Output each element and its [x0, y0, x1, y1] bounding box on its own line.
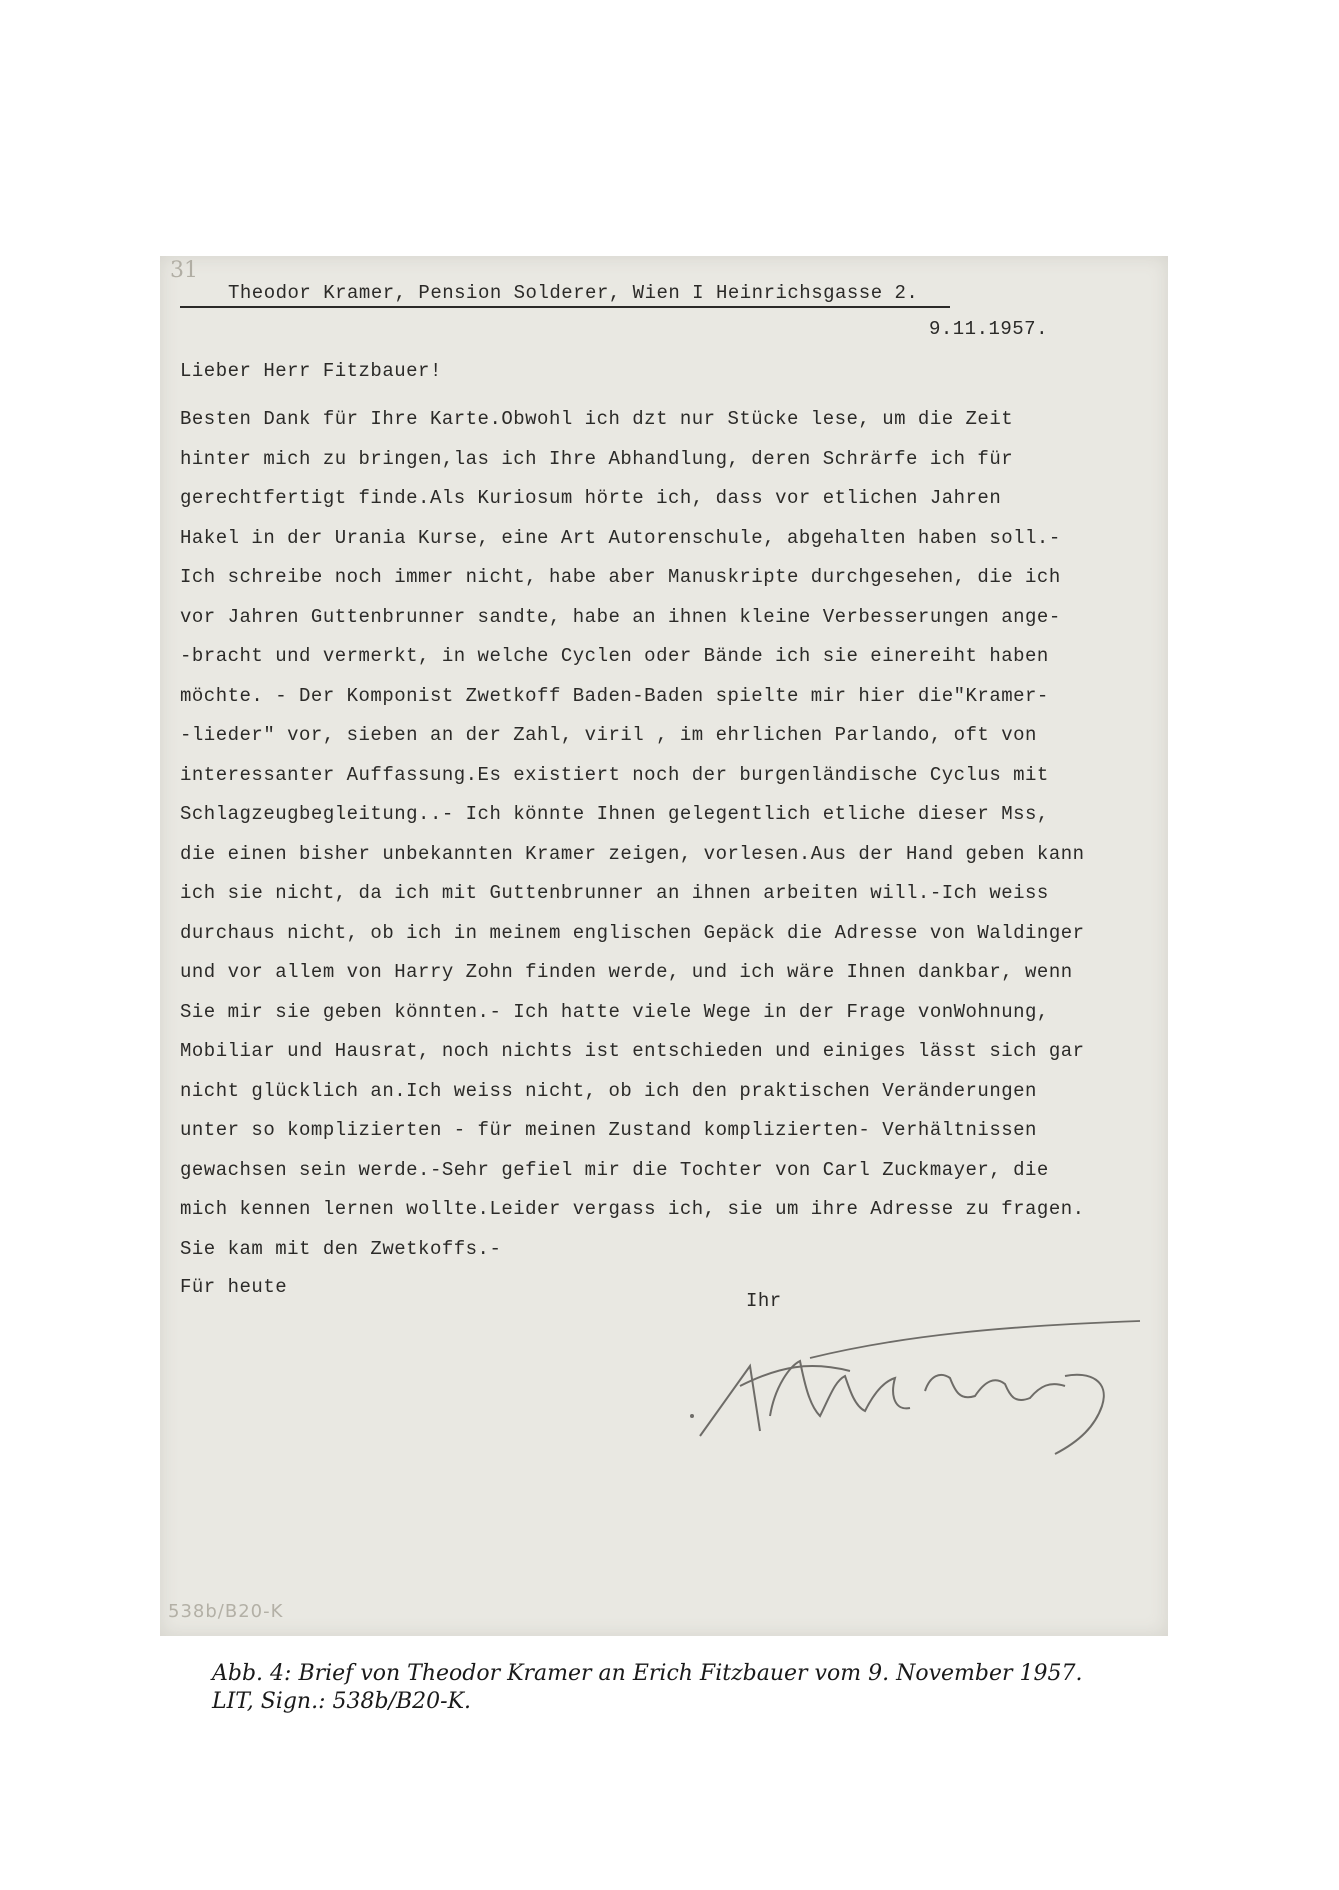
- body-line: mich kennen lernen wollte.Leider vergass ich, sie um ihre Adresse zu fragen.: [180, 1198, 1085, 1220]
- letter-ihr: Ihr: [746, 1290, 782, 1312]
- body-line: Ich schreibe noch immer nicht, habe aber Manuskripte durchgesehen, die ich: [180, 566, 1061, 588]
- body-line: ich sie nicht, da ich mit Guttenbrunner an ihnen arbeiten will.-Ich weiss: [180, 882, 1049, 904]
- body-line: gerechtfertigt finde.Als Kuriosum hörte ich, dass vor etlichen Jahren: [180, 487, 1002, 509]
- body-line: Schlagzeugbegleitung..- Ich könnte Ihnen gelegentlich etliche dieser Mss,: [180, 803, 1049, 825]
- body-line: -bracht und vermerkt, in welche Cyclen oder Bände ich sie einereiht haben: [180, 645, 1049, 667]
- page-number-mark: 31: [170, 258, 198, 283]
- body-line: möchte. - Der Komponist Zwetkoff Baden-Baden spielte mir hier die"Kramer-: [180, 684, 1049, 707]
- body-line: durchaus nicht, ob ich in meinem englischen Gepäck die Adresse von Waldinger: [180, 921, 1085, 944]
- body-line: Mobiliar und Hausrat, noch nichts ist entschieden und einiges lässt sich gar: [180, 1040, 1085, 1062]
- body-line: nicht glücklich an.Ich weiss nicht, ob ich den praktischen Veränderungen: [180, 1079, 1037, 1102]
- body-line: Hakel in der Urania Kurse, eine Art Autorenschule, abgehalten haben soll.-: [180, 526, 1061, 549]
- body-line: unter so komplizierten - für meinen Zustand komplizierten- Verhältnissen: [180, 1119, 1037, 1141]
- body-line: interessanter Auffassung.Es existiert noch der burgenländische Cyclus mit: [180, 763, 1049, 786]
- caption-line-2: LIT, Sign.: 538b/B20-K.: [212, 1689, 471, 1714]
- letter-salutation: Lieber Herr Fitzbauer!: [180, 360, 442, 382]
- body-line: Besten Dank für Ihre Karte.Obwohl ich dzt nur Stücke lese, um die Zeit: [180, 408, 1014, 430]
- letter-header: Theodor Kramer, Pension Solderer, Wien I Heinrichsgasse 2.: [180, 282, 950, 308]
- caption-line-1: Abb. 4: Brief von Theodor Kramer an Erich Fitzbauer vom 9. November 1957.: [212, 1661, 1083, 1686]
- figure-caption: [212, 1660, 1172, 1716]
- letter-scan: [160, 256, 1168, 1636]
- body-line: hinter mich zu bringen,las ich Ihre Abhandlung, deren Schrärfe ich für: [180, 447, 1014, 470]
- body-line: Sie kam mit den Zwetkoffs.-: [180, 1237, 502, 1260]
- archive-signature-mark: 538b/B20-K: [168, 1601, 284, 1622]
- body-line: und vor allem von Harry Zohn finden werde, und ich wäre Ihnen dankbar, wenn: [180, 961, 1073, 983]
- body-line: die einen bisher unbekannten Kramer zeigen, vorlesen.Aus der Hand geben kann: [180, 842, 1085, 865]
- body-line: gewachsen sein werde.-Sehr gefiel mir die Tochter von Carl Zuckmayer, die: [180, 1158, 1049, 1181]
- letter-body: [180, 400, 1085, 1269]
- letter-date: 9.11.1957.: [928, 318, 1048, 340]
- body-line: vor Jahren Guttenbrunner sandte, habe an ihnen kleine Verbesserungen ange-: [180, 605, 1061, 628]
- letter-closing: Für heute: [180, 1276, 288, 1298]
- body-line: -lieder" vor, sieben an der Zahl, viril , im ehrlichen Parlando, oft von: [180, 724, 1037, 746]
- handwritten-signature: [640, 1266, 1160, 1456]
- body-line: Sie mir sie geben könnten.- Ich hatte viele Wege in der Frage vonWohnung,: [180, 1000, 1049, 1023]
